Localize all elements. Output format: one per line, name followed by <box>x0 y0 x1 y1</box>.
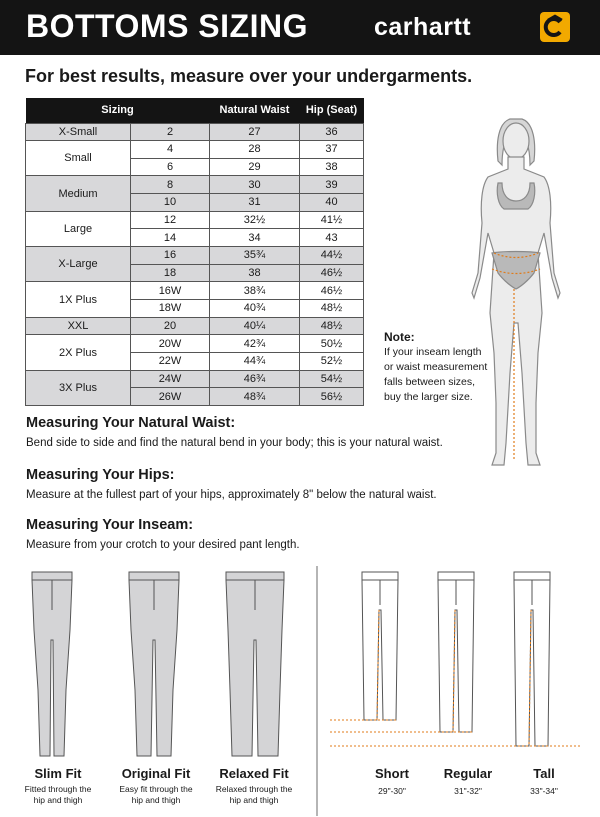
fit-desc-line: Relaxed through the <box>215 784 293 794</box>
section-divider <box>316 566 318 816</box>
short-length-range: 29"-30" <box>378 786 406 796</box>
table-row <box>26 317 364 335</box>
size-label: 1X Plus <box>26 282 131 317</box>
hip-value: 40 <box>300 194 364 212</box>
hip-value: 52½ <box>300 353 364 371</box>
slim-fit-pants-icon <box>30 570 74 760</box>
fit-desc-line: Fitted through the <box>24 784 92 794</box>
fit-desc-line: Easy fit through the <box>119 784 193 794</box>
table-header-row <box>26 98 364 123</box>
size-label: XXL <box>26 317 131 335</box>
waist-value: 31 <box>210 194 300 212</box>
hip-value: 56½ <box>300 388 364 406</box>
hip-value: 44½ <box>300 247 364 265</box>
original-fit-desc <box>106 784 206 806</box>
tall-length-label: Tall <box>533 766 555 781</box>
tall-length-range: 33"-34" <box>530 786 558 796</box>
fit-desc-line: hip and thigh <box>229 795 279 805</box>
size-number: 4 <box>131 141 210 159</box>
size-label: 2X Plus <box>26 335 131 370</box>
size-chart-table <box>25 98 364 406</box>
size-number: 16 <box>131 247 210 265</box>
hip-value: 43 <box>300 229 364 247</box>
header-hip: Hip (Seat) <box>300 98 364 123</box>
hip-value: 37 <box>300 141 364 159</box>
waist-value: 34 <box>210 229 300 247</box>
table-row <box>26 176 364 194</box>
instruction-subtitle: For best results, measure over your undergarments. <box>25 66 473 86</box>
size-number: 2 <box>131 123 210 141</box>
slim-fit-label: Slim Fit <box>34 766 82 781</box>
inseam-text: Measure from your crotch to your desired pant length. <box>26 539 300 551</box>
size-number: 6 <box>131 158 210 176</box>
slim-fit-desc <box>8 784 108 806</box>
brand-wordmark: carhartt <box>374 13 472 41</box>
original-fit-pants-icon <box>127 570 181 760</box>
note-line: or waist measurement <box>384 361 488 373</box>
hips-heading: Measuring Your Hips: <box>26 467 175 483</box>
size-label: Small <box>26 141 131 176</box>
waist-value: 32½ <box>210 211 300 229</box>
waist-value: 30 <box>210 176 300 194</box>
short-length-label: Short <box>375 766 409 781</box>
hip-value: 54½ <box>300 370 364 388</box>
note-title: Note: <box>384 330 415 344</box>
waist-value: 46¾ <box>210 370 300 388</box>
relaxed-fit-label: Relaxed Fit <box>219 766 289 781</box>
size-number: 20W <box>131 335 210 353</box>
waist-value: 40¾ <box>210 300 300 318</box>
regular-length-label: Regular <box>443 766 493 781</box>
waist-value: 42¾ <box>210 335 300 353</box>
carhartt-c-logo-icon <box>540 12 570 42</box>
fit-desc-line: hip and thigh <box>33 795 83 805</box>
waist-value: 29 <box>210 158 300 176</box>
size-number: 18W <box>131 300 210 318</box>
note-line: If your inseam length <box>384 346 482 358</box>
size-number: 22W <box>131 353 210 371</box>
waist-value: 38¾ <box>210 282 300 300</box>
note-line: buy the larger size. <box>384 391 473 403</box>
hips-text: Measure at the fullest part of your hips, approximately 8" below the natural waist. <box>26 489 437 501</box>
note-line: falls between sizes, <box>384 376 476 388</box>
waist-value: 35¾ <box>210 247 300 265</box>
header-sizing: Sizing <box>26 98 210 123</box>
table-row <box>26 370 364 388</box>
hip-value: 48½ <box>300 317 364 335</box>
hip-value: 38 <box>300 158 364 176</box>
table-row <box>26 335 364 353</box>
table-row <box>26 141 364 159</box>
size-label: X-Small <box>26 123 131 141</box>
size-label: X-Large <box>26 247 131 282</box>
hip-value: 46½ <box>300 282 364 300</box>
hip-value: 48½ <box>300 300 364 318</box>
size-number: 20 <box>131 317 210 335</box>
size-number: 10 <box>131 194 210 212</box>
size-number: 26W <box>131 388 210 406</box>
table-row <box>26 282 364 300</box>
table-row <box>26 123 364 141</box>
waist-value: 44¾ <box>210 353 300 371</box>
body-measurement-figure <box>458 113 588 475</box>
table-row <box>26 211 364 229</box>
relaxed-fit-pants-icon <box>224 570 286 760</box>
original-fit-label: Original Fit <box>121 766 191 781</box>
size-label: Medium <box>26 176 131 211</box>
inseam-length-diagram <box>330 570 590 755</box>
waist-heading: Measuring Your Natural Waist: <box>26 415 236 431</box>
fit-desc-line: hip and thigh <box>131 795 181 805</box>
hip-value: 36 <box>300 123 364 141</box>
page-title: BOTTOMS SIZING <box>26 8 308 44</box>
waist-value: 40¼ <box>210 317 300 335</box>
hip-value: 50½ <box>300 335 364 353</box>
header-natural-waist: Natural Waist <box>210 98 300 123</box>
inseam-heading: Measuring Your Inseam: <box>26 517 194 533</box>
hip-value: 46½ <box>300 264 364 282</box>
waist-text: Bend side to side and find the natural bend in your body; this is your natural waist. <box>26 437 443 449</box>
waist-value: 38 <box>210 264 300 282</box>
size-number: 14 <box>131 229 210 247</box>
hip-value: 39 <box>300 176 364 194</box>
size-number: 24W <box>131 370 210 388</box>
header-bar <box>0 0 600 55</box>
size-label: 3X Plus <box>26 370 131 405</box>
relaxed-fit-desc <box>204 784 304 806</box>
size-number: 16W <box>131 282 210 300</box>
waist-value: 28 <box>210 141 300 159</box>
size-number: 18 <box>131 264 210 282</box>
table-row <box>26 247 364 265</box>
waist-value: 48¾ <box>210 388 300 406</box>
size-label: Large <box>26 211 131 246</box>
hip-value: 41½ <box>300 211 364 229</box>
waist-value: 27 <box>210 123 300 141</box>
regular-length-range: 31"-32" <box>454 786 482 796</box>
size-number: 8 <box>131 176 210 194</box>
size-number: 12 <box>131 211 210 229</box>
